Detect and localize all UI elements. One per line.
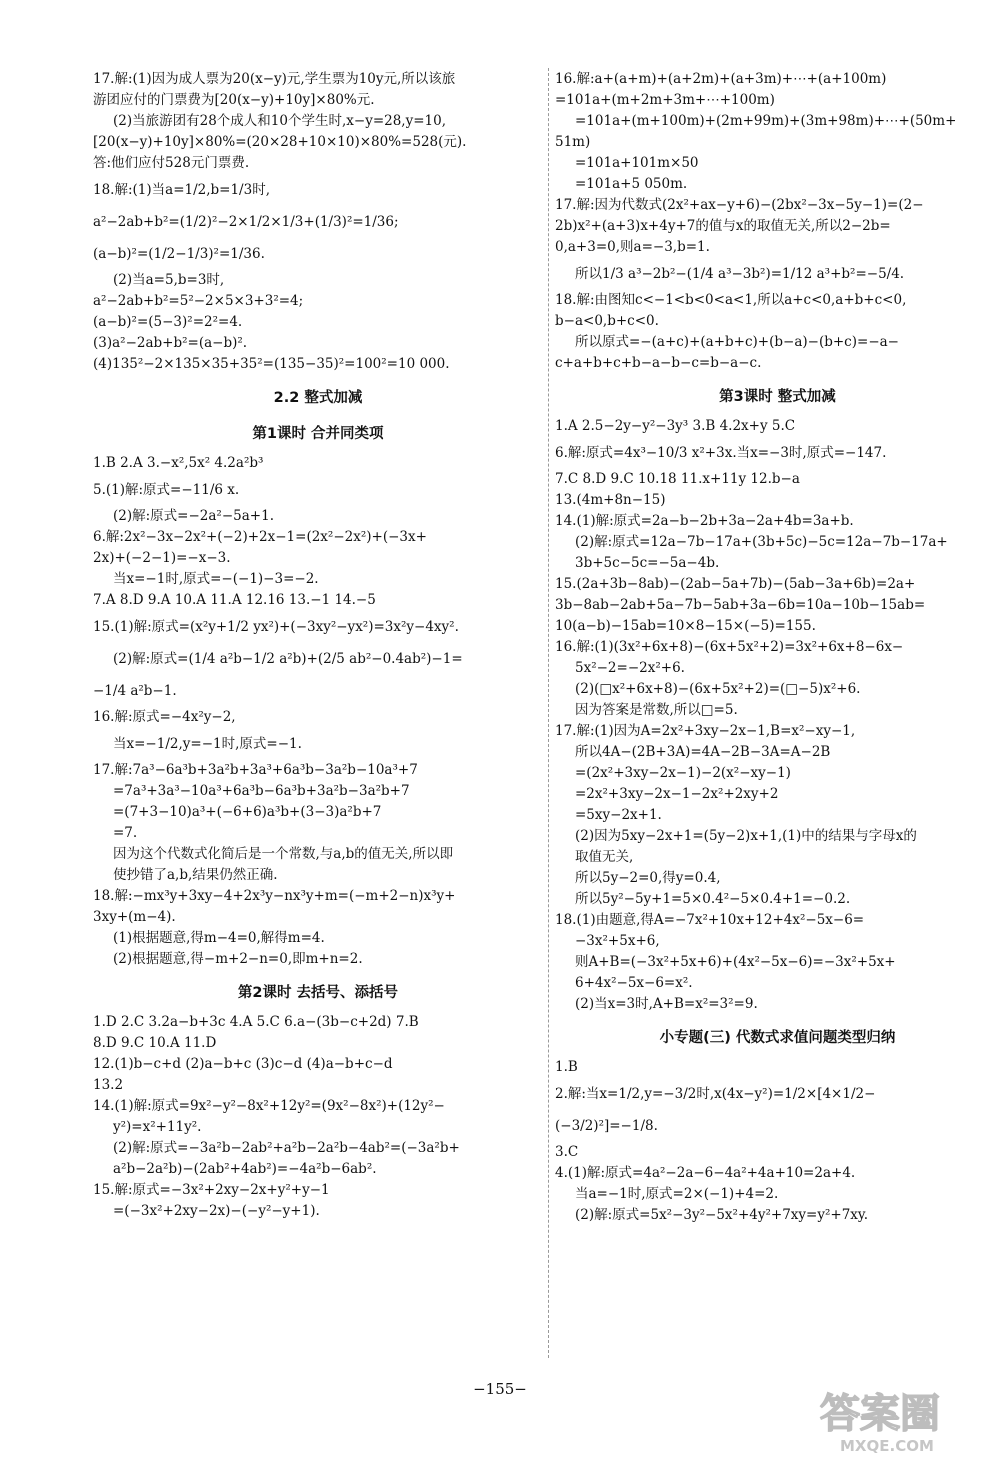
answer-line: 13.2 xyxy=(93,1077,124,1093)
watermark-title: 答案圈 xyxy=(820,1391,940,1437)
answer-line: =101a+(m+2m+3m+⋯+100m) xyxy=(555,92,775,108)
answer-line: (1)根据题意,得m−4=0,解得m=4. xyxy=(113,930,325,946)
answer-line: =101a+5 050m. xyxy=(575,176,688,192)
answer-line: (2)当a=5,b=3时, xyxy=(113,272,225,288)
section-heading: 第1课时 合并同类项 xyxy=(252,426,384,442)
answer-line: (2)解:原式=−3a²b−2ab²+a²b−2a²b−4ab²=(−3a²b+ xyxy=(113,1140,460,1156)
answer-line: 18.解:(1)当a=1/2,b=1/3时, xyxy=(93,182,270,198)
answer-line: 取值无关, xyxy=(575,849,634,865)
answer-line: =(7+3−10)a³+(−6+6)a³b+(3−3)a²b+7 xyxy=(113,804,382,820)
watermark-url: MXQE.COM xyxy=(840,1437,934,1455)
answer-line: 18.解:由图知c<−1<b<0<a<1,所以a+c<0,a+b+c<0, xyxy=(555,292,907,308)
answer-line: 3b+5c−5c=−5a−4b. xyxy=(575,555,720,571)
answer-line: 因为这个代数式化简后是一个常数,与a,b的值无关,所以即 xyxy=(113,846,454,862)
answer-line: 1.A 2.5−2y−y²−3y³ 3.B 4.2x+y 5.C xyxy=(555,418,796,434)
answer-line: a²−2ab+b²=5²−2×5×3+3²=4; xyxy=(93,293,304,309)
answer-line: 1.B 2.A 3.−x²,5x² 4.2a²b³ xyxy=(93,455,264,471)
answer-line: 17.解:因为代数式(2x²+ax−y+6)−(2bx²−3x−5y−1)=(2− xyxy=(555,197,924,213)
answer-line: 因为答案是常数,所以□=5. xyxy=(575,702,738,718)
answer-line: (2)解:原式=12a−7b−17a+(3b+5c)−5c=12a−7b−17a+ xyxy=(575,534,948,550)
answer-line: 游团应付的门票费为[20(x−y)+10y]×80%元. xyxy=(93,92,375,108)
answer-line: =(−3x²+2xy−2x)−(−y²−y+1). xyxy=(113,1203,320,1219)
answer-line: (2)当x=3时,A+B=x²=3²=9. xyxy=(575,996,758,1012)
left-column xyxy=(93,68,543,1223)
answer-line: (a−b)²=(1/2−1/3)²=1/36. xyxy=(93,246,265,262)
answer-line: 3b−8ab−2ab+5a−7b−5ab+3a−6b=10a−10b−15ab= xyxy=(555,597,926,613)
answer-line: (a−b)²=(5−3)²=2²=4. xyxy=(93,314,243,330)
answer-line: 1.B xyxy=(555,1059,578,1075)
answer-line: 51m) xyxy=(555,134,591,150)
answer-line: 15.(1)解:原式=(x²y+1/2 yx²)+(−3xy²−yx²)=3x²y−4xy². xyxy=(93,619,459,635)
answer-line: 所以5y−2=0,得y=0.4, xyxy=(575,870,721,886)
answer-line: 10(a−b)−15ab=10×8−15×(−5)=155. xyxy=(555,618,816,634)
answer-line: 1.D 2.C 3.2a−b+3c 4.A 5.C 6.a−(3b−c+2d) 7.B xyxy=(93,1014,419,1030)
answer-line: (−3/2)²]=−1/8. xyxy=(555,1118,658,1134)
answer-line: 17.解:(1)因为A=2x²+3xy−2x−1,B=x²−xy−1, xyxy=(555,723,856,739)
answer-line: (2)解:原式=5x²−3y²−5x²+4y²+7xy=y²+7xy. xyxy=(575,1207,869,1223)
answer-line: 所以4A−(2B+3A)=4A−2B−3A=A−2B xyxy=(575,744,831,760)
answer-line: 4.(1)解:原式=4a²−2a−6−4a²+4a+10=2a+4. xyxy=(555,1165,856,1181)
answer-line: 6.解:2x²−3x−2x²+(−2)+2x−1=(2x²−2x²)+(−3x+ xyxy=(93,529,427,545)
answer-line: 2x)+(−2−1)=−x−3. xyxy=(93,550,231,566)
answer-line: 14.(1)解:原式=9x²−y²−8x²+12y²=(9x²−8x²)+(12y²− xyxy=(93,1098,445,1114)
answer-line: 15.(2a+3b−8ab)−(2ab−5a+7b)−(5ab−3a+6b)=2a+ xyxy=(555,576,916,592)
section-heading: 2.2 整式加减 xyxy=(273,390,363,406)
answer-line: 14.(1)解:原式=2a−b−2b+3a−2a+4b=3a+b. xyxy=(555,513,854,529)
answer-line: (2)(□x²+6x+8)−(6x+5x²+2)=(□−5)x²+6. xyxy=(575,681,861,697)
answer-line: =2x²+3xy−2x−1−2x²+2xy+2 xyxy=(575,786,779,802)
answer-line: (2)当旅游团有28个成人和10个学生时,x−y=28,y=10, xyxy=(113,113,447,129)
answer-line: 2b)x²+(a+3)x+4y+7的值与x的取值无关,所以2−2b= xyxy=(555,218,891,234)
section-heading: 第3课时 整式加减 xyxy=(719,389,836,405)
right-column xyxy=(555,68,1000,1227)
answer-line: 16.解:a+(a+m)+(a+2m)+(a+3m)+⋯+(a+100m) xyxy=(555,71,887,87)
answer-line: −1/4 a²b−1. xyxy=(93,683,177,699)
answer-line: =(2x²+3xy−2x−1)−2(x²−xy−1) xyxy=(575,765,791,781)
column-divider xyxy=(548,68,549,1358)
answer-line: 2.解:当x=1/2,y=−3/2时,x(4x−y²)=1/2×[4×1/2− xyxy=(555,1086,876,1102)
answer-line: (2)根据题意,得−m+2−n=0,即m+n=2. xyxy=(113,951,363,967)
answer-line: 7.C 8.D 9.C 10.18 11.x+11y 12.b−a xyxy=(555,471,800,487)
answer-line: 17.解:(1)因为成人票为20(x−y)元,学生票为10y元,所以该旅 xyxy=(93,71,456,87)
answer-line: 5.(1)解:原式=−11/6 x. xyxy=(93,482,240,498)
answer-line: 16.解:(1)(3x²+6x+8)−(6x+5x²+2)=3x²+6x+8−6x− xyxy=(555,639,904,655)
watermark-logo xyxy=(780,1387,990,1457)
answer-line: =101a+(m+100m)+(2m+99m)+(3m+98m)+⋯+(50m+ xyxy=(575,113,957,129)
answer-line: 18.(1)由题意,得A=−7x²+10x+12+4x²−5x−6= xyxy=(555,912,865,928)
answer-line: 17.解:7a³−6a³b+3a²b+3a³+6a³b−3a²b−10a³+7 xyxy=(93,762,418,778)
section-heading: 小专题(三) 代数式求值问题类型归纳 xyxy=(659,1030,896,1046)
answer-line: =5xy−2x+1. xyxy=(575,807,662,823)
answer-line: 16.解:原式=−4x²y−2, xyxy=(93,709,236,725)
answer-line: 使抄错了a,b,结果仍然正确. xyxy=(113,867,278,883)
answer-line: a²−2ab+b²=(1/2)²−2×1/2×1/3+(1/3)²=1/36; xyxy=(93,214,399,230)
answer-line: a²b−2a²b)−(2ab²+4ab²)=−4a²b−6ab². xyxy=(113,1161,377,1177)
answer-line: 6+4x²−5x−6=x². xyxy=(575,975,693,991)
answer-line: y²)=x²+11y². xyxy=(113,1119,202,1135)
answer-line: 7.A 8.D 9.A 10.A 11.A 12.16 13.−1 14.−5 xyxy=(93,592,376,608)
page-number: −155− xyxy=(473,1380,527,1398)
answer-line: 答:他们应付528元门票费. xyxy=(93,155,250,171)
answer-line: 所以5y²−5y+1=5×0.4²−5×0.4+1=−0.2. xyxy=(575,891,851,907)
answer-line: (4)135²−2×135×35+35²=(135−35)²=100²=10 000. xyxy=(93,356,450,372)
answer-line: [20(x−y)+10y]×80%=(20×28+10×10)×80%=528(元). xyxy=(93,134,467,150)
answer-line: (2)解:原式=(1/4 a²b−1/2 a²b)+(2/5 ab²−0.4ab²)−1= xyxy=(113,651,463,667)
answer-line: 0,a+3=0,则a=−3,b=1. xyxy=(555,239,710,255)
answer-line: 则A+B=(−3x²+5x+6)+(4x²−5x−6)=−3x²+5x+ xyxy=(575,954,896,970)
answer-line: 3xy+(m−4). xyxy=(93,909,176,925)
answer-line: 所以1/3 a³−2b²−(1/4 a³−3b²)=1/12 a³+b²=−5/4. xyxy=(575,266,905,282)
answer-line: 所以原式=−(a+c)+(a+b+c)+(b−a)−(b+c)=−a− xyxy=(575,334,899,350)
answer-line: b−a<0,b+c<0. xyxy=(555,313,659,329)
answer-line: 当x=−1/2,y=−1时,原式=−1. xyxy=(113,736,302,752)
answer-line: 5x²−2=−2x²+6. xyxy=(575,660,685,676)
answer-line: =101a+101m×50 xyxy=(575,155,699,171)
answer-line: c+a+b+c+b−a−b−c=b−a−c. xyxy=(555,355,762,371)
answer-line: (3)a²−2ab+b²=(a−b)². xyxy=(93,335,248,351)
answer-line: −3x²+5x+6, xyxy=(575,933,660,949)
answer-line: 当x=−1时,原式=−(−1)−3=−2. xyxy=(113,571,319,587)
answer-line: (2)解:原式=−2a²−5a+1. xyxy=(113,508,274,524)
answer-line: 8.D 9.C 10.A 11.D xyxy=(93,1035,217,1051)
answer-line: (2)因为5xy−2x+1=(5y−2)x+1,(1)中的结果与字母x的 xyxy=(575,828,917,844)
answer-line: 3.C xyxy=(555,1144,579,1160)
answer-line: 12.(1)b−c+d (2)a−b+c (3)c−d (4)a−b+c−d xyxy=(93,1056,393,1072)
section-heading: 第2课时 去括号、添括号 xyxy=(237,985,399,1001)
answer-line: =7. xyxy=(113,825,138,841)
answer-line: =7a³+3a³−10a³+6a³b−6a³b+3a²b−3a²b+7 xyxy=(113,783,410,799)
answer-line: 6.解:原式=4x³−10/3 x²+3x.当x=−3时,原式=−147. xyxy=(555,445,887,461)
answer-line: 13.(4m+8n−15) xyxy=(555,492,666,508)
answer-line: 当a=−1时,原式=2×(−1)+4=2. xyxy=(575,1186,779,1202)
answer-line: 18.解:−mx³y+3xy−4+2x³y−nx³y+m=(−m+2−n)x³y+ xyxy=(93,888,456,904)
answer-line: 15.解:原式=−3x²+2xy−2x+y²+y−1 xyxy=(93,1182,330,1198)
